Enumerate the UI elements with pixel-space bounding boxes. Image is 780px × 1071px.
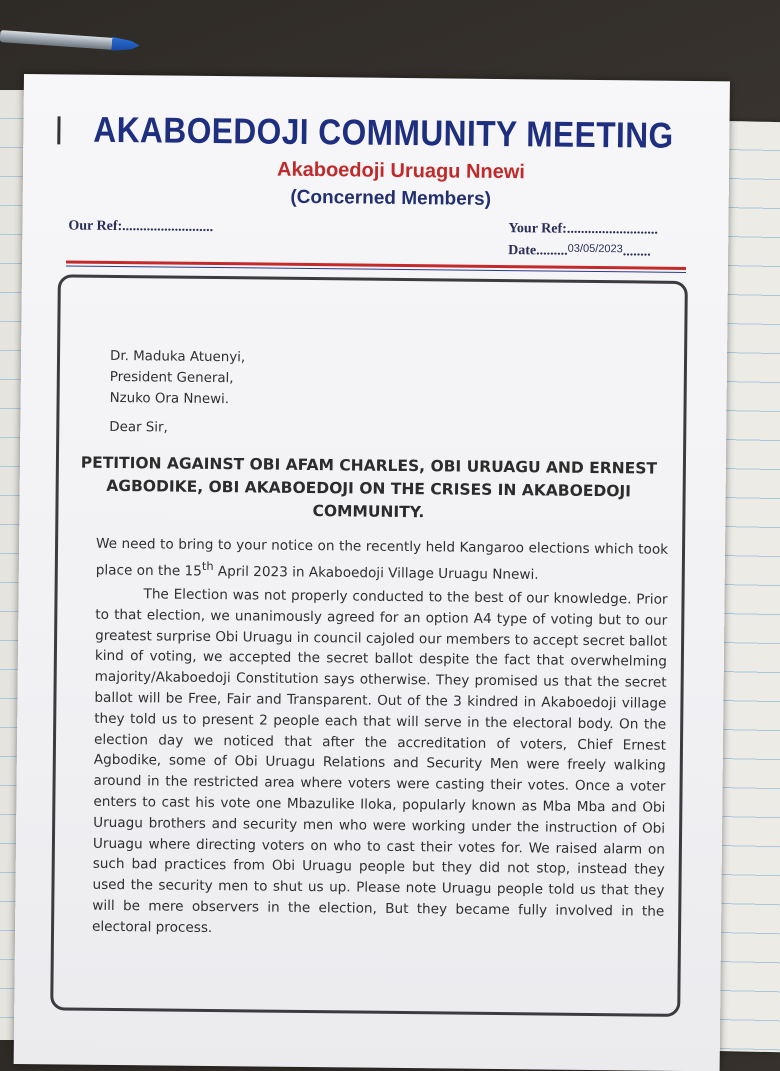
paragraph-1-text-b: April 2023 in Akaboedoji Village Uruagu Nnewi. — [213, 563, 539, 583]
letter-body — [80, 278, 671, 936]
letterhead-subtitle: Akaboedoji Uruagu Nnewi — [276, 158, 526, 184]
date-line — [508, 243, 651, 260]
recipient-name: Dr. Maduka Atuenyi, — [109, 348, 246, 366]
paragraph-1-text-a: We need to bring to your notice on the recently held Kangaroo elections which took place on the 15 — [95, 535, 669, 580]
paragraph-1 — [96, 534, 668, 587]
date-trail: ........ — [622, 244, 651, 260]
paragraph-2: The Election was not properly conducted to the best of our knowledge. Prior to that election, we unanimously agreed for an option A4 type of voting but to our greatest surprise Obi Uruagu in council cajoled our members to accept secret ballot kind of voting, we accepted the secret ballot despite the fact that overwhelming majority/Akaboedoji Constitution says otherwise. They promised us that the secret ballot will be Free, Fair and Transparent. Out of the 3 kindred in Akaboedoji village they told us to present 2 people each that will serve in the electoral body. On the election day we noticed that after the accreditation of voters, Chief Ernest Agbodike, some of Obi Uruagu Relations and Security Men were freely walking around in the restricted area where voters were casting their votes. Once a voter enters to cast his vote one Mbazulike Iloka, popularly known as Mba Mba and Obi Uruagu brothers and security men who were working under the instruction of Obi Uruagu where directing voters on who to cast their votes for. We raised alarm on such bad practices from Obi Uruagu people but they did not stop, instead they used the security men to shut us up. Please note Uruagu people told us that they will be mere observers in the election, But they became fully involved in the electoral process. — [91, 586, 668, 936]
letter-body-frame — [50, 274, 688, 1017]
date-label: Date......... — [508, 243, 568, 259]
ordinal-suffix: th — [201, 558, 214, 573]
your-ref: Your Ref:.......................... — [508, 221, 658, 238]
recipient-address — [109, 346, 245, 410]
recipient-org: Nzuko Ora Nnewi. — [109, 390, 230, 408]
date-value: 03/05/2023 — [567, 242, 623, 256]
letterhead-title: AKABOEDOJI COMMUNITY MEETING — [93, 108, 674, 156]
recipient-title: President General, — [109, 369, 234, 387]
letter-page — [14, 74, 730, 1071]
letter-subject: PETITION AGAINST OBI AFAM CHARLES, OBI URUAGU AND ERNEST AGBODIKE, OBI AKABOEDOJI ON THE CRISES IN AKABOEDOJI COMMUNITY. — [80, 453, 658, 522]
our-ref: Our Ref:.......................... — [68, 218, 214, 235]
letterhead-bar — [57, 116, 60, 144]
letterhead-subtitle-2: (Concerned Members) — [290, 186, 492, 210]
pen-icon — [0, 26, 140, 58]
salutation: Dear Sir, — [109, 419, 168, 436]
